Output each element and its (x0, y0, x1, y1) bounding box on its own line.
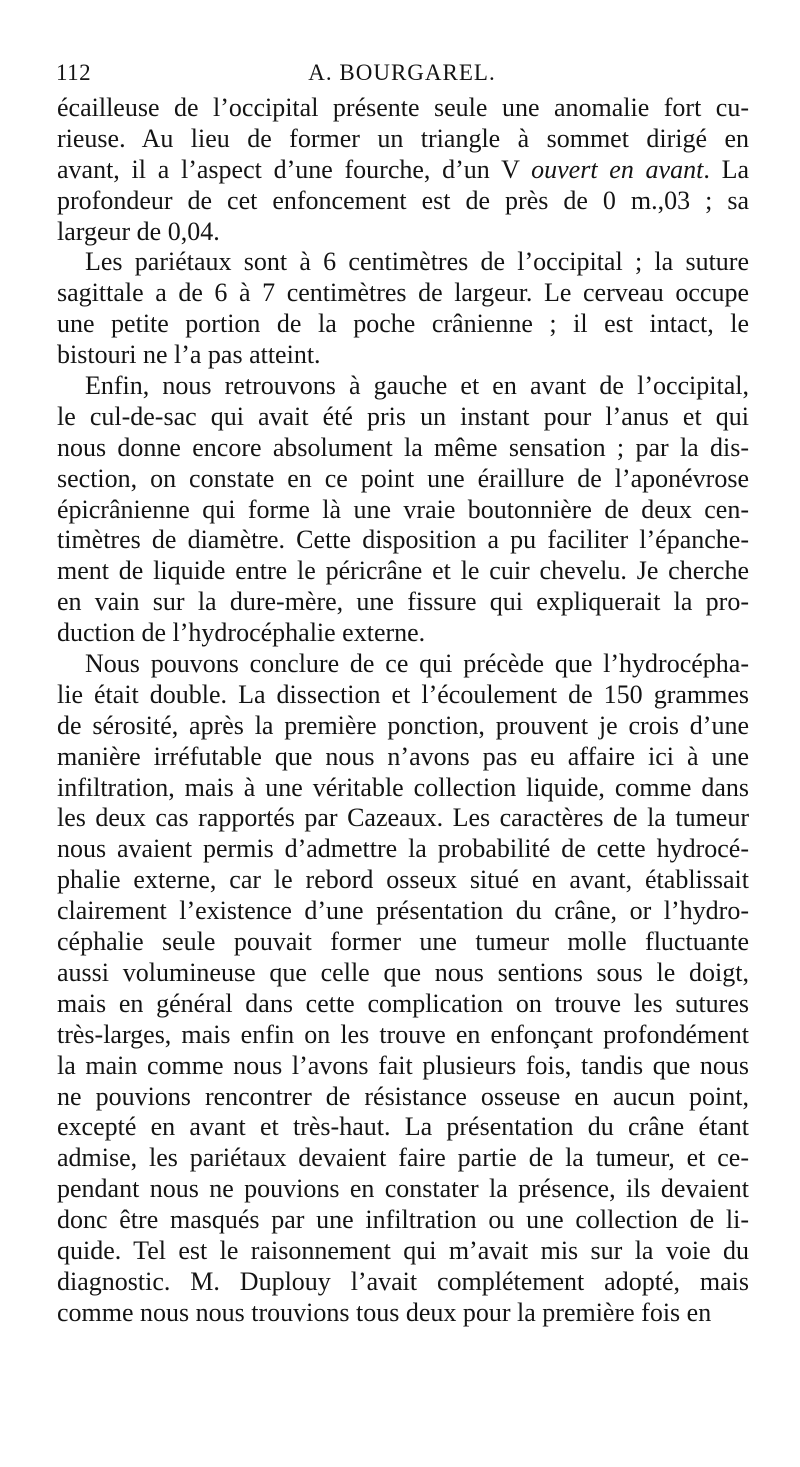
text-line: phalie externe, car le rebord osseux situé en avant, établissait (57, 865, 749, 895)
text-line: mais en général dans cette complication on trouve les sutures (57, 988, 749, 1018)
text-line: nous avaient permis d’admettre la probabilité de cette hydrocé- (57, 834, 749, 864)
text-line: diagnostic. M. Duplouy l’avait complétement adopté, mais (57, 1266, 749, 1296)
page-header (56, 52, 748, 88)
text-line: Nous pouvons conclure de ce qui précède que l’hydrocépha- (85, 649, 749, 679)
text-line: épicrânienne qui forme là une vraie boutonnière de deux cen- (57, 494, 749, 524)
text-line: en vain sur la dure-mère, une fissure qui expliquerait la pro- (57, 587, 749, 617)
text-line: rieuse. Au lieu de former un triangle à sommet dirigé en (57, 123, 749, 153)
text-line: excepté en avant et très-haut. La présentation du crâne étant (57, 1112, 749, 1142)
text-line: quide. Tel est le raisonnement qui m’avait mis sur la voie du (57, 1235, 749, 1265)
text-line: clairement l’existence d’une présentation du crâne, or l’hydro- (57, 896, 749, 926)
text-line: nous donne encore absolument la même sensation ; par la dis- (57, 432, 749, 462)
text-line: céphalie seule pouvait former une tumeur molle fluctuante (57, 927, 749, 957)
text-line: duction de l’hydrocéphalie externe. (57, 618, 426, 648)
text-line: le cul-de-sac qui avait été pris un instant pour l’anus et qui (57, 401, 749, 431)
text-line: manière irréfutable que nous n’avons pas eu affaire ici à une (57, 741, 749, 771)
text-line: admise, les pariétaux devaient faire partie de la tumeur, et ce- (57, 1143, 749, 1173)
text-line: ne pouvions rencontrer de résistance osseuse en aucun point, (57, 1081, 749, 1111)
text-line: profondeur de cet enfoncement est de près de 0 m.,03 ; sa (57, 185, 749, 215)
running-head: A. BOURGAREL. (308, 60, 496, 85)
text-line: les deux cas rapportés par Cazeaux. Les caractères de la tumeur (57, 803, 749, 833)
text-line: Les pariétaux sont à 6 centimètres de l’occipital ; la suture (85, 247, 749, 277)
text-line: lie était double. La dissection et l’écoulement de 150 grammes (57, 679, 749, 709)
text-line: pendant nous ne pouvions en constater la présence, ils devaient (57, 1174, 749, 1204)
text-line: section, on constate en ce point une éraillure de l’aponévrose (57, 463, 749, 493)
text-line: ment de liquide entre le péricrâne et le cuir chevelu. Je cherche (57, 556, 749, 586)
text-line: comme nous nous trouvions tous deux pour la première fois en (57, 1297, 712, 1327)
text-line: une petite portion de la poche crânienne ; il est intact, le (57, 309, 749, 339)
page-number: 112 (56, 60, 92, 85)
text-line: la main comme nous l’avons fait plusieurs fois, tandis que nous (57, 1050, 749, 1080)
text-line: timètres de diamètre. Cette disposition a pu faciliter l’épanche- (57, 525, 749, 555)
text-line: très-larges, mais enfin on les trouve en enfonçant profondément (57, 1019, 749, 1049)
body-text (57, 93, 749, 1329)
text-line: sagittale a de 6 à 7 centimètres de largeur. Le cerveau occupe (57, 278, 749, 308)
text-line: de sérosité, après la première ponction, prouvent je crois d’une (57, 710, 749, 740)
text-line: donc être masqués par une infiltration ou une collection de li- (57, 1205, 749, 1235)
text-line: largeur de 0,04. (57, 216, 220, 246)
text-line: Enfin, nous retrouvons à gauche et en avant de l’occipital, (85, 371, 749, 401)
text-line: avant, il a l’aspect d’une fourche, d’un V ouvert en avant. La (57, 154, 749, 184)
text-line: bistouri ne l’a pas atteint. (57, 340, 321, 370)
text-line: aussi volumineuse que celle que nous sentions sous le doigt, (57, 957, 749, 987)
text-line: écailleuse de l’occipital présente seule une anomalie fort cu- (57, 93, 749, 122)
text-line: infiltration, mais à une véritable collection liquide, comme dans (57, 772, 749, 802)
